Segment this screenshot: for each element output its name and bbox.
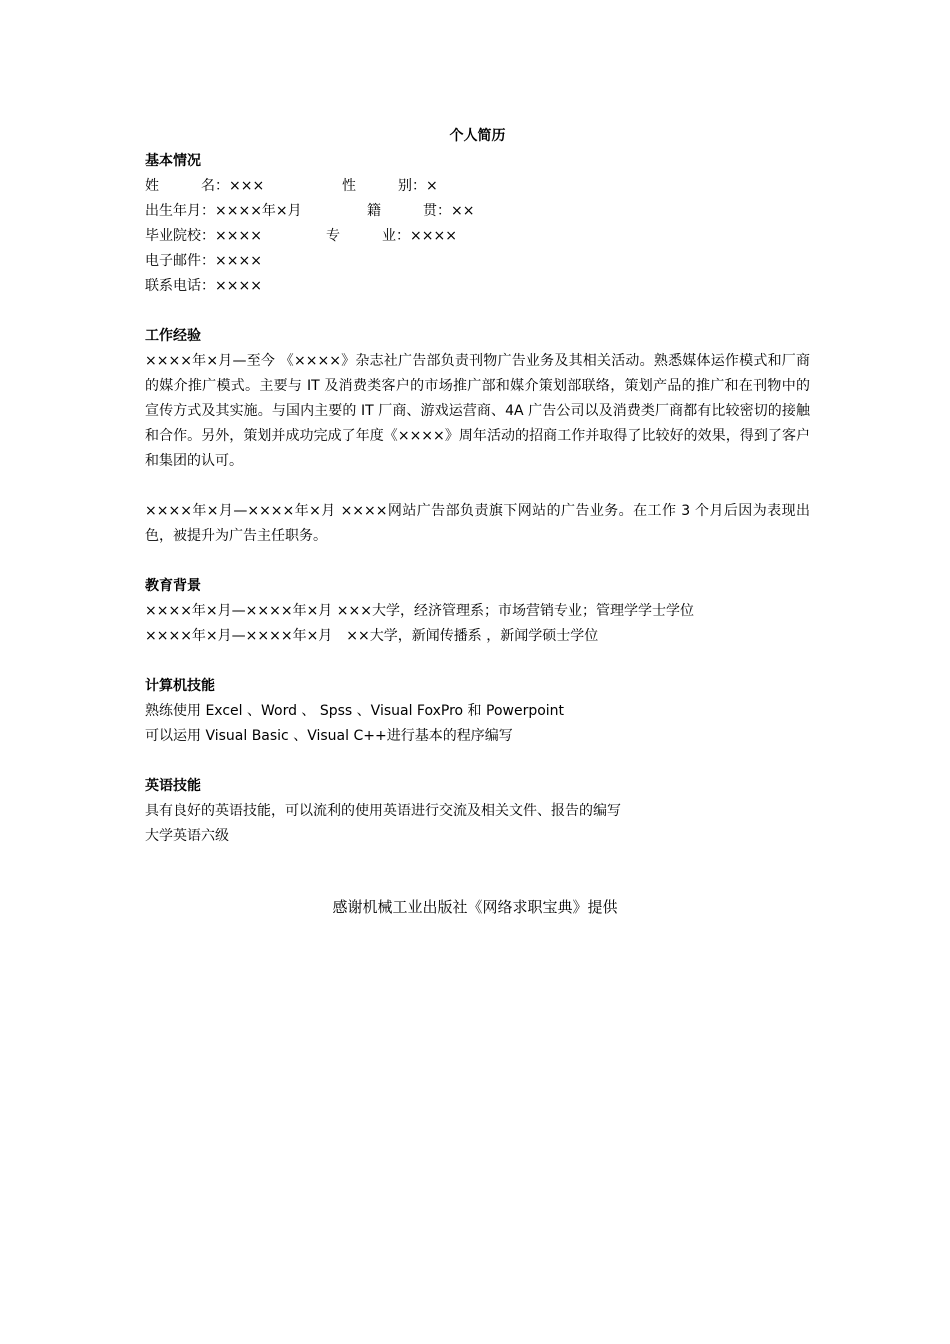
work-paragraph-1: ××××年×月—至今 《××××》杂志社广告部负责刊物广告业务及其相关活动。熟悉媒体运作模式和厂商的媒介推广模式。主要与 IT 及消费类客户的市场推广部和媒介策划部联络，策划产品的推广和在刊物中的宣传方式及其实施。与国内主要的 IT 厂商、游戏运营商、4A 广告公司以及消费类厂商都有比较密切的接触和合作。另外，策划并成功完成了年度《××××》周年活动的招商工作并取得了比较好的效果，得到了客户和集团的认可。 bbox=[145, 353, 810, 469]
info-birth: 出生年月：××××年×月 bbox=[145, 203, 302, 219]
education-line-2: ××××年×月—××××年×月 ××大学，新闻传播系 ，新闻学硕士学位 bbox=[145, 628, 599, 644]
info-row-school-major bbox=[145, 224, 810, 249]
info-major: 专 业：×××× bbox=[326, 228, 457, 244]
section-heading-education: 教育背景 bbox=[145, 578, 201, 594]
education-line-1: ××××年×月—××××年×月 ×××大学，经济管理系；市场营销专业；管理学学士学位 bbox=[145, 603, 694, 619]
section-heading-computer: 计算机技能 bbox=[145, 678, 215, 694]
resume-content bbox=[145, 124, 810, 849]
spacer bbox=[145, 749, 810, 774]
page-title: 个人简历 bbox=[449, 128, 506, 144]
spacer bbox=[145, 474, 810, 499]
info-row-birth-origin bbox=[145, 199, 810, 224]
spacer bbox=[145, 649, 810, 674]
english-line-1: 具有良好的英语技能，可以流利的使用英语进行交流及相关文件、报告的编写 bbox=[145, 803, 621, 819]
info-phone: 联系电话：×××× bbox=[145, 278, 262, 294]
section-heading-english: 英语技能 bbox=[145, 778, 201, 794]
info-row-name-gender bbox=[145, 174, 810, 199]
info-school: 毕业院校：×××× bbox=[145, 228, 262, 244]
footer-credit: 感谢机械工业出版社《网络求职宝典》提供 bbox=[332, 898, 618, 916]
info-row-phone bbox=[145, 274, 810, 299]
spacer bbox=[145, 549, 810, 574]
spacer bbox=[145, 299, 810, 324]
computer-line-2: 可以运用 Visual Basic 、Visual C++进行基本的程序编写 bbox=[145, 728, 513, 744]
info-email: 电子邮件：×××× bbox=[145, 253, 262, 269]
info-gender: 性 别：× bbox=[342, 178, 438, 194]
section-heading-basic: 基本情况 bbox=[145, 153, 201, 169]
work-paragraph-2: ××××年×月—××××年×月 ××××网站广告部负责旗下网站的广告业务。在工作 3 个月后因为表现出色，被提升为广告主任职务。 bbox=[145, 503, 810, 544]
section-heading-work: 工作经验 bbox=[145, 328, 201, 344]
english-line-2: 大学英语六级 bbox=[145, 828, 229, 844]
info-name: 姓 名：××× bbox=[145, 178, 265, 194]
info-origin: 籍 贯：×× bbox=[367, 203, 475, 219]
info-row-email bbox=[145, 249, 810, 274]
computer-line-1: 熟练使用 Excel 、Word 、 Spss 、Visual FoxPro 和 Powerpoint bbox=[145, 703, 565, 719]
